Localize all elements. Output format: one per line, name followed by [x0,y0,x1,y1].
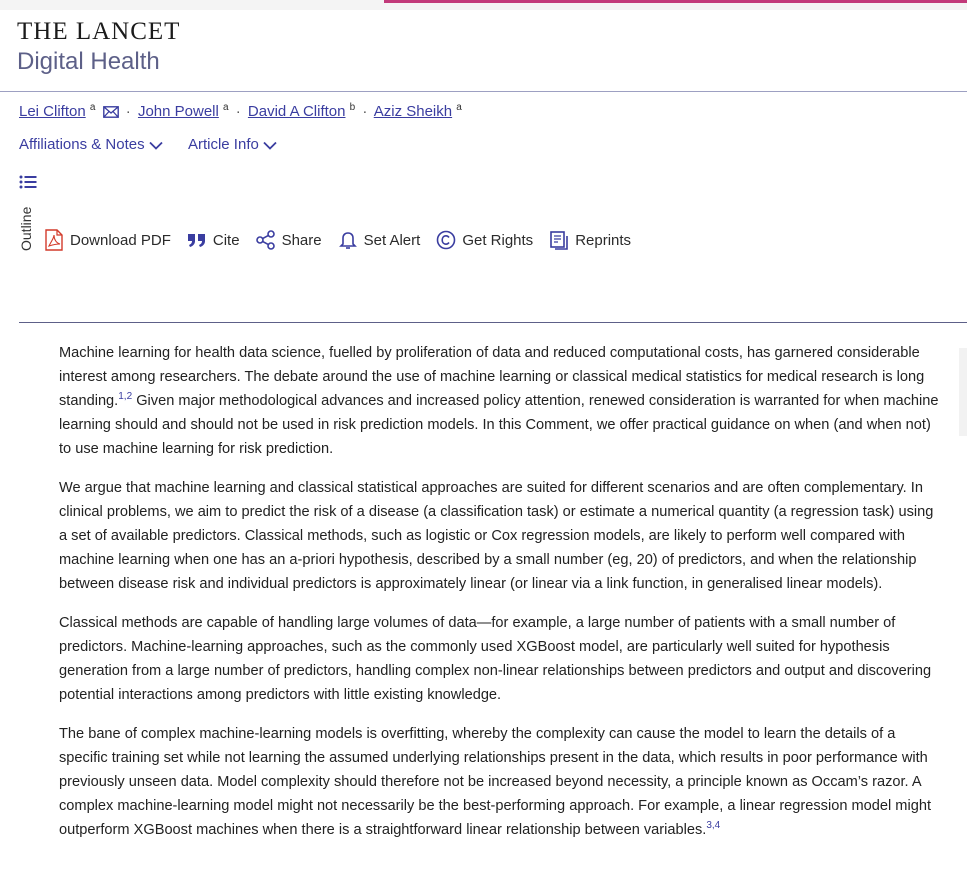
set-alert-button[interactable] [338,230,421,250]
reference-link[interactable]: 1,2 [118,391,133,403]
separator: · [235,103,241,120]
article-body [59,341,939,857]
separator: · [362,103,368,120]
quote-icon [187,232,207,248]
get-rights-button[interactable] [436,230,533,250]
cite-button[interactable] [187,232,240,249]
share-icon [256,230,276,250]
paragraph [59,341,939,461]
author-link[interactable]: Lei Clifton [19,103,86,120]
paragraph-text: Machine learning for health data science, fuelled by proliferation of data and reduced computational costs, has garnered considerable interest among researchers. The debate around the use of machine learning or classical medical statistics for medical research is long standing. [59,345,925,409]
article-info-label: Article Info [187,136,259,153]
author-affiliation: a [89,102,96,113]
paragraph: Classical methods are capable of handling large volumes of data—for example, a large number of patients with a small number of predictors. Machine-learning approaches, such as the commonly used XGBoost model, are particularly well suited for hypothesis generation from a large number of predictors, handling complex non-linear relationships between predictors and output and discovering potential interactions among predictors with little existing knowledge. [59,615,932,703]
paragraph-text: The bane of complex machine-learning models is overfitting, whereby the complexity can cause the model to learn the details of a specific training set while not learning the assumed underlying relationships present in the data, which results in poor performance with previously unseen data. Model complexity should therefore not be increased beyond necessity, a principle known as Occam’s razor. A complex machine-learning model might not necessarily be the best-performing approach. For example, a linear regression model might outperform XGBoost machines when there is a straightforward linear relationship between variables. [59,726,931,838]
email-icon[interactable] [103,105,119,122]
top-bar [0,0,967,10]
author-affiliation: a [456,102,462,113]
cite-label: Cite [212,231,240,249]
article-toolbar [44,229,647,251]
chevron-down-icon [263,137,277,154]
set-alert-label: Set Alert [363,231,421,249]
outline-list-icon[interactable] [19,174,37,195]
reprints-button[interactable] [549,230,631,250]
content-divider [19,322,967,323]
affiliations-label: Affiliations & Notes [19,136,145,153]
paragraph-text: Given major methodological advances and increased policy attention, renewed consideration is warranted for when machine learning should and should not be used in risk prediction models. In this Comment, we offer practical guidance on when (and when not) to use machine learning for risk prediction. [59,393,939,457]
share-label: Share [281,231,322,249]
author-list [19,102,462,122]
outline-label: Outline [18,206,34,251]
download-pdf-button[interactable] [44,229,171,251]
journal-name-line2: Digital Health [17,48,160,75]
reprints-label: Reprints [575,231,632,249]
header-divider [0,91,967,92]
author-link[interactable]: Aziz Sheikh [373,103,453,120]
journal-name-line1: THE LANCET [17,18,181,45]
affiliations-toggle[interactable] [19,136,163,153]
pdf-icon [44,229,64,251]
author-link[interactable]: David A Clifton [247,103,346,120]
get-rights-label: Get Rights [462,231,534,249]
reprints-icon [549,230,569,250]
separator: · [125,103,131,120]
author-affiliation: a [223,102,229,113]
download-pdf-label: Download PDF [70,231,171,249]
share-button[interactable] [256,230,322,250]
scroll-indicator[interactable] [959,348,967,436]
paragraph: We argue that machine learning and classical statistical approaches are suited for different scenarios and are often complementary. In clinical problems, we aim to predict the risk of a disease (a classification task) or estimate a numerical quantity (a regression task) using a set of available predictors. Classical methods, such as logistic or Cox regression models, are likely to perform well compared with machine learning when one has an a-priori hypothesis, described by a small number (eg, 20) of predictors, and when the relationship between disease risk and individual predictors is approximately linear (or linear via a link function, in generalised linear models). [59,480,934,592]
paragraph [59,722,939,842]
top-accent-line [384,0,967,3]
article-meta-links [19,136,299,154]
journal-logo[interactable] [17,18,180,76]
article-info-toggle[interactable] [188,136,277,153]
bell-icon [338,230,358,250]
reference-link[interactable]: 3,4 [706,820,721,832]
author-affiliation: b [349,102,356,113]
chevron-down-icon [149,137,163,154]
author-link[interactable]: John Powell [137,103,219,120]
copyright-icon [436,230,456,250]
